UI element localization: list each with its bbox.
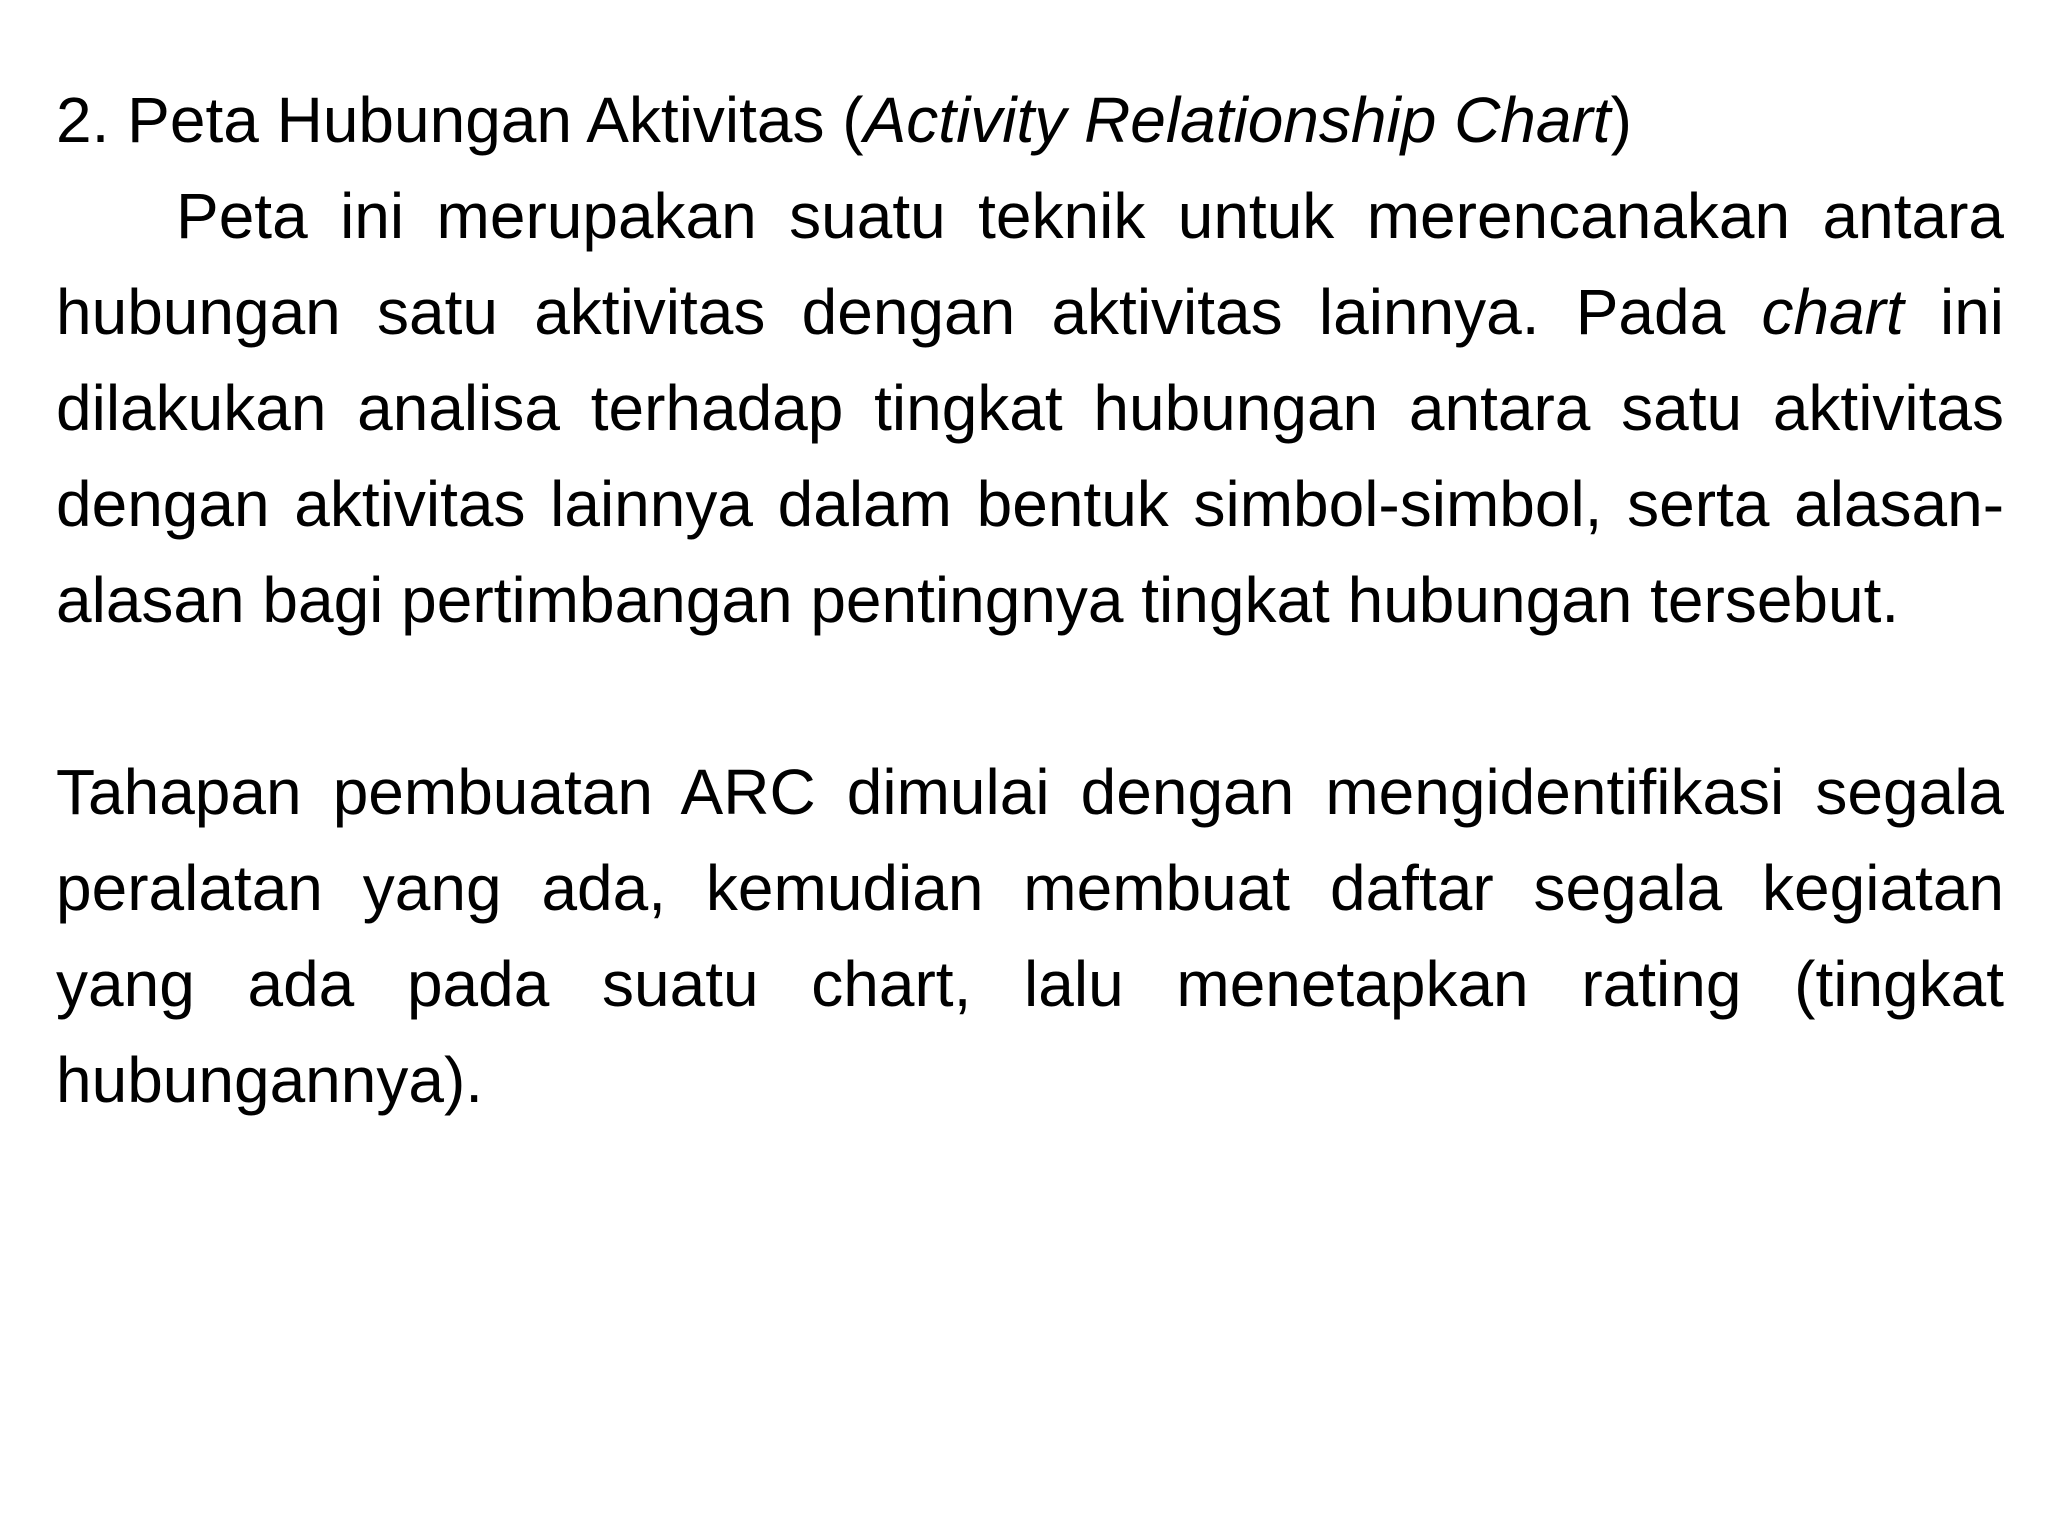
paragraph1-italic-term: chart <box>1761 276 1904 348</box>
paragraph2-text: Tahapan pembuatan ARC dimulai dengan mengidentifikasi segala peralatan yang ada, kemudian membuat daftar segala kegiatan yang ada pada suatu chart, lalu menetapkan rating (tingkat hubungannya). <box>56 756 2004 1116</box>
paragraph-definition <box>56 168 2004 648</box>
paragraph1-part1: Peta ini merupakan suatu teknik untuk merencanakan antara hubungan satu aktivitas dengan aktivitas lainnya. Pada <box>56 180 2004 348</box>
paragraph1-part2: ini dilakukan analisa terhadap tingkat hubungan antara satu aktivitas dengan aktivitas lainnya dalam bentuk simbol-simbol, serta alasan-alasan bagi pertimbangan pentingnya tingkat hubungan tersebut. <box>56 276 2005 636</box>
paragraph-stages <box>56 744 2004 1128</box>
heading-number: 2. <box>56 84 128 156</box>
heading-title-italic: Activity Relationship Chart <box>863 84 1611 156</box>
section-heading <box>56 72 2004 168</box>
slide-content <box>56 72 2004 1128</box>
heading-title: Peta Hubungan Aktivitas ( <box>127 84 864 156</box>
heading-title-close: ) <box>1610 84 1632 156</box>
